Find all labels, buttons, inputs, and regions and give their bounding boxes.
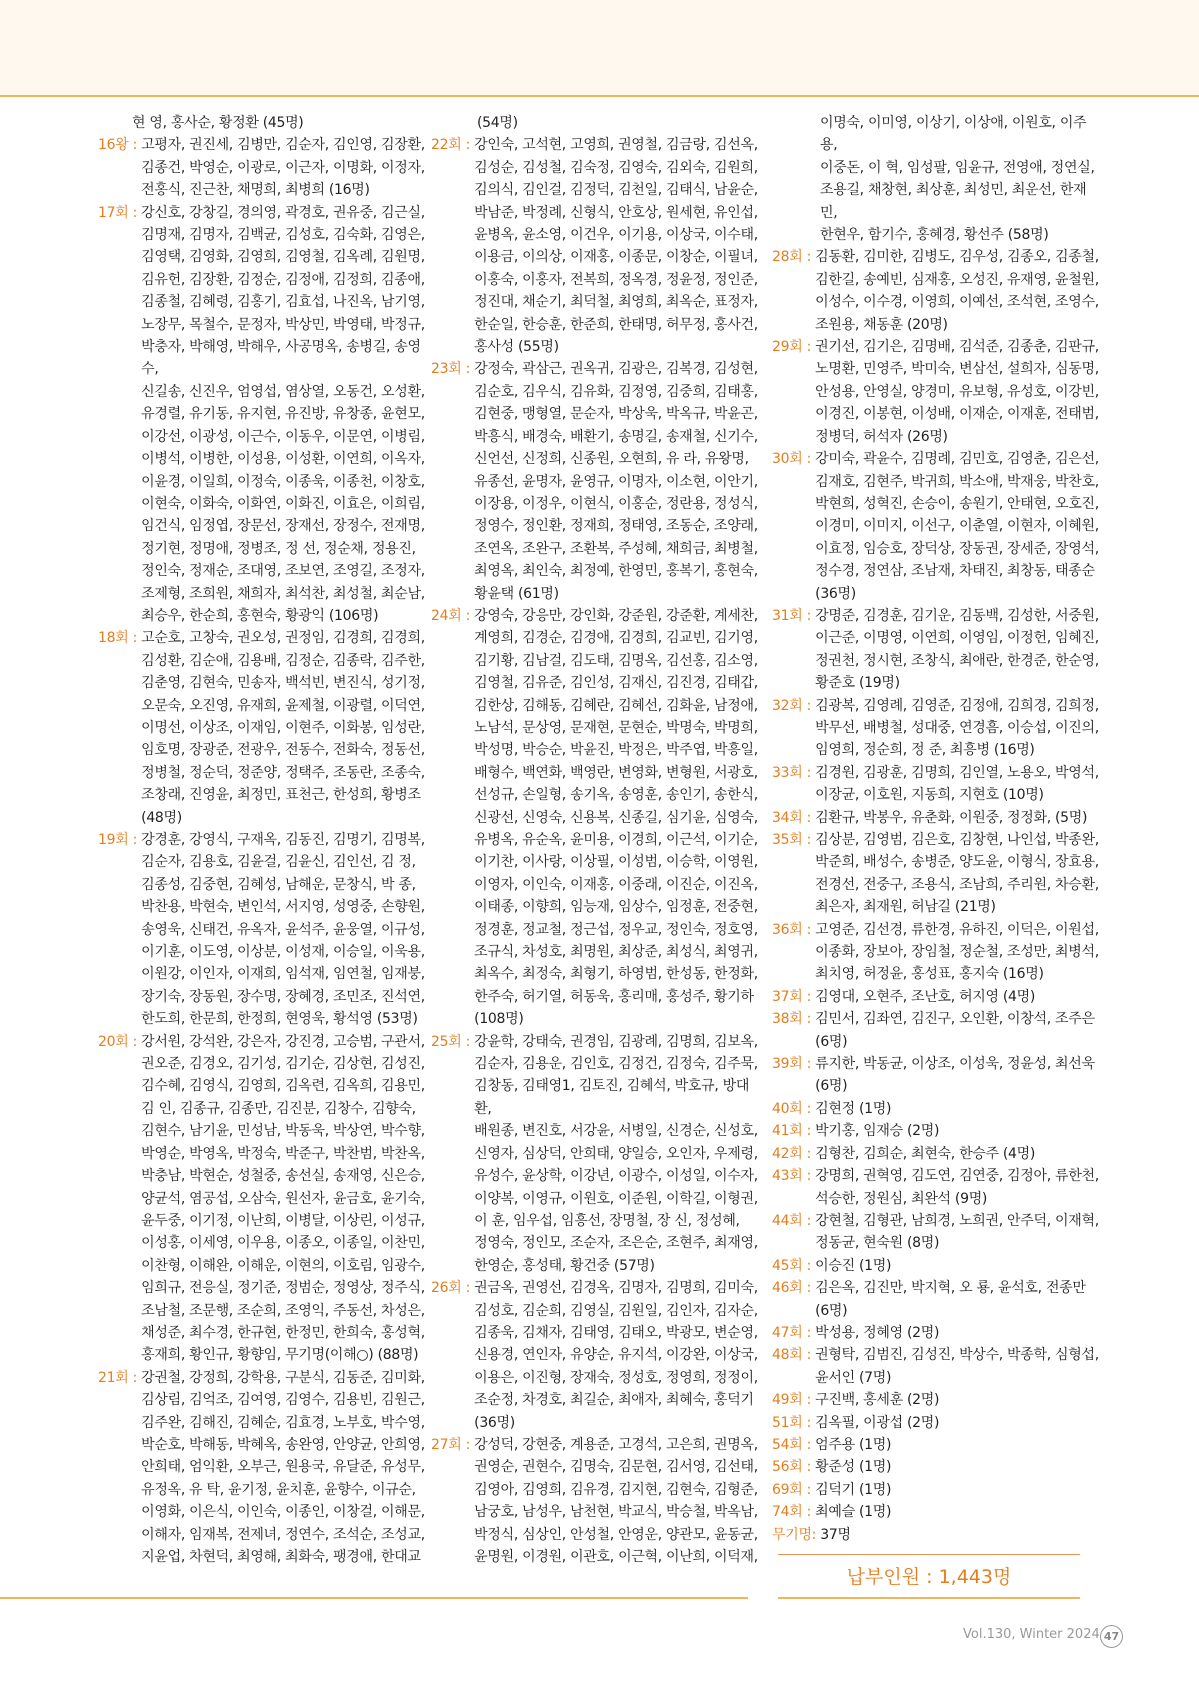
class-label: 51회 : [772,1414,816,1431]
donor-entry [431,605,761,1031]
donor-entry [98,112,428,134]
donor-entry [772,1412,1102,1434]
class-label: 74회 : [772,1504,816,1521]
donor-names: 최예슬 (1명) [815,1504,892,1521]
page-number: 47 [1100,1625,1123,1648]
donor-names: 고순호, 고창숙, 권오성, 권정임, 김경희, 김경희, 김성환, 김순애, 김용배, 김정순, 김종락, 김주한, 김춘영, 김현숙, 민송자, 백석빈, 변진식, 성기정, 오문숙, 오진영, 유재희, 윤제철, 이광렬, 이덕연, 이명선, 이상조, 이재임, 이현주, 이화봉, 임성란, 임호명, 장광준, 전광우, 전동수, 전화숙, 정동선, 정병철, 정순덕, 정준양, 정택주, 조동란, 조종숙, 조창래, 진영윤, 최정민, 표천근, 한성희, 황병조 (48명) [141,630,425,826]
class-label: 26회 : [431,1280,475,1297]
donor-names: 류지한, 박동균, 이상조, 이성욱, 정윤성, 최선욱 (6명) [815,1056,1095,1095]
donor-names: 강경훈, 강영식, 구재옥, 김동진, 김명기, 김명복, 김순자, 김용호, 김윤걸, 김윤신, 김인선, 김 정, 김종성, 김중현, 김혜성, 남해운, 문창식, 박 종, 박찬용, 박현숙, 변인석, 서지영, 성영중, 손향원, 송영욱, 신태건, 유옥자, 윤석주, 윤웅열, 이규성, 이기훈, 이도영, 이상분, 이성재, 이승일, 이욱용, 이원강, 이인자, 이재희, 임석재, 임연철, 임재붕, 장기숙, 장동원, 장수명, 장혜경, 조민조, 진석연, 한도희, 한문희, 한정희, 현영욱, 황석영 (53명) [141,832,425,1028]
total-contributors: 납부인원 : 1,443명 [846,1566,1012,1588]
donor-names: 강미숙, 곽윤수, 김명례, 김민호, 김영춘, 김은선, 김재호, 김현주, 박귀희, 박소애, 박재웅, 박찬호, 박현희, 성혁진, 손승이, 송원기, 안태현, 오호진, 이경미, 이미지, 이선구, 이춘열, 이현자, 이혜원, 이효정, 임승호, 장덕상, 장동권, 장세준, 장영석, 정수경, 정연삼, 조남재, 차태진, 최창동, 태종순 (36명) [815,451,1099,602]
donor-entry [772,1479,1102,1501]
class-label: 33회 : [772,764,816,781]
class-label: 28회 : [772,249,816,266]
donor-names: 강영숙, 강응만, 강인화, 강준원, 강준환, 계세찬, 계영희, 김경순, 김경애, 김경희, 김교빈, 김기영, 김기황, 김남걸, 김도태, 김명옥, 김선홍, 김소영, 김영철, 김유준, 김인성, 김재신, 김진경, 김태갑, 김한상, 김해동, 김혜란, 김혜선, 김화윤, 남정애, 노남석, 문상영, 문재현, 문현순, 박명숙, 박명희, 박성명, 박승순, 박윤진, 박정은, 박주엽, 박흥일, 배형수, 백연화, 백영란, 변영화, 변형원, 서광호, 선성규, 손일형, 송기옥, 송영훈, 송인기, 송한식, 신광선, 신영숙, 신용복, 신종길, 심기윤, 심영숙, 유병옥, 유순옥, 윤미용, 이경희, 이근석, 이기순, 이기찬, 이사랑, 이상필, 이성범, 이승학, 이영원, 이영자, 이인숙, 이재홍, 이중래, 이진순, 이진옥, 이태종, 이향희, 임능재, 임상수, 임정훈, 전중현, 정경훈, 정교철, 정근섭, 정우교, 정인숙, 정호영, 조규식, 차성호, 최명원, 최상준, 최성식, 최영귀, 최옥수, 최정숙, 최형기, 하영범, 한성동, 한정화, 한주숙, 허기열, 허동욱, 홍리매, 홍성주, 황기하 (108명) [474,607,758,1028]
donor-entry [772,1098,1102,1120]
class-label: 17회 : [98,204,142,221]
donor-entry [772,1322,1102,1344]
donor-entry [431,1031,761,1277]
donor-names: 김덕기 (1명) [815,1481,892,1498]
donor-names: (54명) [477,115,518,131]
donor-names: 이명숙, 이미영, 이상기, 이상애, 이원호, 이주용, 이중돈, 이 혁, 임성팔, 임윤규, 전영애, 정연실, 조용길, 채창현, 최상훈, 최성민, 최운선, 한재민, 한현우, 함기수, 홍혜경, 황선주 (58명) [820,115,1095,244]
donor-names: 강명준, 김경훈, 김기운, 김동백, 김성한, 서중원, 이근준, 이명영, 이연희, 이영임, 이정헌, 임혜진, 정권천, 정시현, 조창식, 최애란, 한경준, 한순영, 황준호 (19명) [815,607,1099,692]
class-label: 19회 : [98,832,142,848]
donor-names: 강권철, 강정희, 강학용, 구분식, 김동준, 김미화, 김상림, 김억조, 김여영, 김영수, 김용빈, 김원근, 김주완, 김해진, 김혜순, 김효경, 노부호, 박수영, 박순호, 박해동, 박혜옥, 송완영, 안양균, 안희영, 안희태, 엄익환, 오부근, 원용국, 유달준, 유성무, 유정옥, 유 탁, 윤기정, 윤치훈, 윤향수, 이규순, 이영화, 이은식, 이인숙, 이종인, 이창걸, 이해문, 이해자, 임재복, 전제녀, 정연수, 조석순, 조성교, 지윤업, 차현덕, 최영해, 최화숙, 팽경애, 한대교 [141,1369,425,1565]
donor-names: 현 영, 홍사순, 황정환 (45명) [132,115,304,131]
class-label: 49회 : [772,1392,816,1409]
class-label: 47회 : [772,1324,816,1341]
class-label: 23회 : [431,361,475,378]
class-label: 56회 : [772,1459,816,1476]
donor-names: 황준성 (1명) [815,1459,892,1476]
column-right [772,112,1102,1546]
class-label: 38회 : [772,1011,816,1028]
donor-entry [772,246,1102,336]
class-label: 31회 : [772,607,816,624]
bottom-rule-right [778,1597,1080,1599]
donor-names: 37명 [820,1526,851,1543]
donor-entry [772,1255,1102,1277]
class-label: 39회 : [772,1056,816,1073]
donor-names: 김현정 (1명) [815,1100,892,1117]
donor-names: 강신호, 강창길, 경의영, 곽경호, 권유중, 김근실, 김명재, 김명자, 김백균, 김성호, 김숙화, 김영은, 김영택, 김영화, 김영희, 김영철, 김옥례, 김원명, 김유헌, 김장환, 김정순, 김정애, 김정희, 김종애, 김종철, 김혜령, 김홍기, 김효섭, 나진옥, 남기영, 노장무, 목철수, 문정자, 박상민, 박영태, 박정규, 박충자, 박해영, 박해우, 사공명옥, 송병길, 송영수, 신길송, 신진우, 엄영섭, 염상열, 오동건, 오성환, 유경렬, 유기동, 유지현, 유진방, 유창종, 윤현모, 이강선, 이광성, 이근수, 이동우, 이문연, 이병림, 이병석, 이병한, 이성용, 이성환, 이연희, 이옥자, 이윤경, 이일희, 이정숙, 이종욱, 이종천, 이창호, 이현숙, 이화숙, 이화연, 이화진, 이효은, 이희림, 임건식, 임정엽, 장문선, 장재선, 장정수, 전재명, 정기현, 정명애, 정병조, 정 선, 정순채, 정용진, 정인숙, 정재순, 조대영, 조보연, 조영길, 조정자, 조제형, 조희원, 채희자, 최석찬, 최성철, 최순남, 최승우, 한순희, 홍현숙, 황광익 (106명) [141,204,425,624]
donor-names: 고평자, 권진세, 김병만, 김순자, 김인영, 김장환, 김종건, 박영순, 이광로, 이근자, 이명화, 이정자, 전홍식, 진근찬, 채명희, 최병희 (16명) [141,137,425,199]
donor-names: 권형탁, 김범진, 김성진, 박상수, 박종학, 심형섭, 윤서인 (7명) [815,1347,1099,1386]
donor-names: 김경원, 김광훈, 김명희, 김인열, 노용오, 박영석, 이장균, 이호원, 지동희, 지현호 (10명) [815,764,1099,804]
class-label: 35회 : [772,832,816,848]
donor-names: 권금옥, 권영선, 김경옥, 김명자, 김명희, 김미숙, 김성호, 김순희, 김영실, 김원일, 김인자, 김자순, 김종욱, 김채자, 김태영, 김태오, 박광모, 변순영, 신용경, 연인자, 유양순, 유지석, 이강완, 이상국, 이용은, 이진형, 장재숙, 정성호, 정영희, 정정이, 조순정, 차경호, 최길순, 최애자, 최혜숙, 홍덕기 (36명) [474,1280,758,1431]
donor-names: 박성용, 정혜영 (2명) [815,1324,940,1341]
donor-entry [431,1277,761,1434]
class-label: 16왕 : [98,137,142,154]
donor-entry [772,112,1102,246]
donor-names: 강명희, 권혁영, 김도연, 김연중, 김정아, 류한천, 석승한, 정원심, 최완석 (9명) [815,1168,1099,1207]
donor-entry [772,1165,1102,1210]
donor-entry [772,1456,1102,1478]
donor-names: 김광복, 김영례, 김영준, 김정애, 김희경, 김희정, 박무선, 배병철, 성대중, 연경흠, 이승섭, 이진의, 임영희, 정순희, 정 준, 최흥병 (16명) [815,697,1099,759]
class-label: 27회 : [431,1436,475,1453]
donor-names: 김상분, 김영범, 김은호, 김창현, 나인섭, 박종완, 박준희, 배성수, 송병준, 양도윤, 이형식, 장효용, 전경선, 전중구, 조용식, 조남희, 주리원, 차승환, 최은자, 최재원, 허남길 (21명) [815,832,1099,916]
donor-names: 권기선, 김기은, 김명배, 김석준, 김종춘, 김판규, 노명환, 민영주, 박미숙, 변삼선, 설희자, 심동명, 안성용, 안영실, 양경미, 유보형, 유성호, 이강빈, 이경진, 이봉현, 이성배, 이재순, 이재훈, 전태범, 정병덕, 허석자 (26명) [815,339,1099,445]
donor-entry [431,112,761,134]
class-label: 54회 : [772,1436,816,1453]
donor-names: 고영준, 김선경, 류한경, 유하진, 이덕은, 이원섭, 이종화, 장보아, 장임철, 정순철, 조성만, 최병석, 최치영, 허정윤, 홍성표, 홍지숙 (16명) [815,921,1099,983]
donor-entry [772,919,1102,986]
donor-names: 구진백, 홍세훈 (2명) [815,1392,940,1409]
top-rule [0,95,1199,97]
class-label: 37회 : [772,988,816,1005]
class-label: 34회 : [772,809,816,826]
total-rule-top [778,1554,1080,1555]
class-label: 48회 : [772,1347,816,1364]
bottom-rule-left [0,1597,748,1599]
footer-volume: Vol.130, Winter 2024 [963,1627,1100,1642]
donor-entry [772,807,1102,829]
class-label: 46회 : [772,1280,816,1297]
class-label: 29회 : [772,339,816,356]
donor-names: 박기홍, 임재승 (2명) [815,1123,940,1140]
donor-entry [431,358,761,604]
donor-entry [431,134,761,358]
donor-names: 강정숙, 곽삼근, 권옥귀, 김광은, 김복경, 김성현, 김순호, 김우식, 김유화, 김정영, 김중희, 김태홍, 김현중, 맹형열, 문순자, 박상욱, 박옥규, 박윤곤, 박흥식, 배경숙, 배환기, 송명길, 송재철, 신기수, 신언선, 신정희, 신종원, 오현희, 유 라, 유왕명, 유종선, 윤명자, 윤영규, 이명자, 이소현, 이안기, 이장용, 이정우, 이현식, 이홍순, 정란용, 정성식, 정영수, 정인환, 정재희, 정태영, 조동순, 조양래, 조연옥, 조완구, 조환복, 주성혜, 채희금, 최병철, 최영옥, 최인숙, 최정예, 한영민, 홍복기, 홍현숙, 황윤택 (61명) [474,361,758,602]
donor-entry [772,762,1102,807]
class-label: 24회 : [431,607,475,624]
class-label: 44회 : [772,1212,816,1229]
donor-names: 김영대, 오현주, 조난호, 허지영 (4명) [815,988,1036,1005]
donor-names: 강현철, 김형관, 남희경, 노희권, 안주덕, 이재혁, 정동균, 현숙원 (8명) [815,1212,1099,1252]
donor-entry [98,1367,428,1569]
donor-entry [772,605,1102,695]
donor-names: 김환규, 박봉우, 유춘화, 이원중, 정정화, (5명) [815,809,1088,826]
class-label: 32회 : [772,697,816,714]
class-label: 30회 : [772,451,816,468]
donor-entry [772,1389,1102,1411]
class-label: 20회 : [98,1033,142,1050]
donor-entry [772,1143,1102,1165]
class-label: 22회 : [431,137,475,154]
donor-names: 김은옥, 김진만, 박지혁, 오 룡, 윤석호, 전종만 (6명) [815,1280,1086,1319]
class-label: 42회 : [772,1145,816,1162]
donor-names: 김동환, 김미한, 김병도, 김우성, 김종오, 김종철, 김한길, 송예빈, 심재홍, 오성진, 유재영, 윤철원, 이성수, 이수경, 이영희, 이예선, 조석현, 조영수, 조원용, 채동훈 (20명) [815,249,1099,333]
donor-entry [98,202,428,628]
donor-entry [772,1501,1102,1523]
donor-names: 강인숙, 고석현, 고영희, 권영철, 김금랑, 김선옥, 김성순, 김성철, 김숙정, 김영숙, 김외숙, 김원희, 김의식, 김인걸, 김정덕, 김천일, 김태식, 남윤순, 박남준, 박정례, 신형식, 안호상, 원세현, 유인섭, 윤병옥, 윤소영, 이건우, 이기용, 이상국, 이수태, 이용금, 이의상, 이재홍, 이종문, 이창순, 이필녀, 이홍숙, 이홍자, 전복희, 정옥경, 정윤정, 정인준, 정진대, 채순기, 최덕철, 최영희, 최옥순, 표정자, 한순일, 한승훈, 한준희, 한태명, 허무정, 홍사건, 홍사성 (55명) [474,137,758,356]
donor-entry [772,986,1102,1008]
class-label: 36회 : [772,921,816,938]
donor-entry [772,448,1102,605]
class-label: 43회 : [772,1168,816,1185]
donor-names: 김민서, 김좌연, 김진구, 오인환, 이창석, 조주은 (6명) [815,1011,1095,1050]
class-label: 69회 : [772,1481,816,1498]
donor-entry [98,829,428,1031]
donor-names: 강서원, 강석완, 강은자, 강진경, 고승범, 구관서, 권오준, 김경오, 김기성, 김기순, 김상현, 김성진, 김수혜, 김영식, 김영희, 김옥련, 김옥희, 김용민, 김 인, 김종규, 김종만, 김진분, 김창수, 김향숙, 김현수, 남기윤, 민성남, 박동욱, 박상연, 박수향, 박영순, 박영옥, 박정숙, 박준구, 박찬범, 박찬옥, 박충남, 박현순, 성철중, 송선실, 송재영, 신은승, 양균석, 염공섭, 오삼숙, 원선자, 윤금호, 윤기숙, 윤두중, 이기정, 이난희, 이병달, 이상린, 이성규, 이성홍, 이세영, 이우용, 이종오, 이종일, 이찬민, 이찬형, 이해완, 이해운, 이현의, 이호림, 임광수, 임희규, 전응실, 정기준, 정범순, 정영상, 정주식, 조남철, 조문행, 조순희, 조영익, 주동선, 차성은, 채성준, 최수경, 한규현, 한정민, 한희숙, 홍성혁, 홍재희, 황인규, 황향임, 무기명(이해○) (88명) [141,1033,425,1364]
donor-entry [772,1008,1102,1053]
donor-names: 강성덕, 강현중, 계용준, 고경석, 고은희, 권명옥, 권영순, 권현수, 김명숙, 김문현, 김서영, 김선태, 김영아, 김영희, 김유경, 김지현, 김현숙, 김형준, 남궁호, 남성우, 남천현, 박교식, 박승철, 박옥남, 박정식, 심상인, 안성철, 안영운, 양관모, 윤동균, 윤명원, 이경원, 이관호, 이근혁, 이난희, 이덕재, [474,1436,758,1565]
donor-names: 김옥필, 이광섭 (2명) [815,1414,940,1431]
class-label: 18회 : [98,630,142,647]
donor-entry [98,627,428,829]
donor-names: 이승진 (1명) [815,1257,892,1274]
donor-entry [772,1120,1102,1142]
donor-entry [431,1434,761,1568]
donor-entry [772,1434,1102,1456]
donor-names: 강윤학, 강태숙, 권경임, 김광례, 김명희, 김보옥, 김순자, 김용운, 김인호, 김정건, 김정숙, 김주묵, 김창동, 김태영1, 김토진, 김혜석, 박호규, 방대환, 배원종, 변진호, 서강윤, 서병일, 신경순, 신성호, 신영자, 심상덕, 안희태, 양일승, 오인자, 우제령, 유성수, 윤상학, 이강년, 이광수, 이성일, 이수자, 이양복, 이영규, 이원호, 이준원, 이학길, 이형권, 이 훈, 임우섭, 임흥선, 장명철, 장 신, 정성혜, 정영숙, 정인모, 조순자, 조은순, 조현주, 최재영, 한영순, 홍성태, 황건중 (57명) [474,1033,758,1274]
donor-entry [772,695,1102,762]
donor-entry [772,1277,1102,1322]
donor-entry [98,1031,428,1367]
top-band [0,0,1199,95]
column-left [98,112,428,1568]
class-label: 45회 : [772,1257,816,1274]
donor-entry [772,1344,1102,1389]
class-label: 40회 : [772,1100,816,1117]
donor-entry [772,1210,1102,1255]
donor-entry [772,829,1102,919]
class-label: 25회 : [431,1033,475,1050]
donor-entry [772,1053,1102,1098]
class-label: 41회 : [772,1123,816,1140]
donor-entry [772,1524,1102,1546]
donor-entry [98,134,428,201]
class-label: 무기명: [772,1526,821,1543]
column-middle [431,112,761,1568]
donor-names: 김형찬, 김희순, 최현숙, 한승주 (4명) [815,1145,1036,1162]
class-label: 21회 : [98,1369,142,1386]
donor-names: 엄주용 (1명) [815,1436,892,1453]
donor-entry [772,336,1102,448]
